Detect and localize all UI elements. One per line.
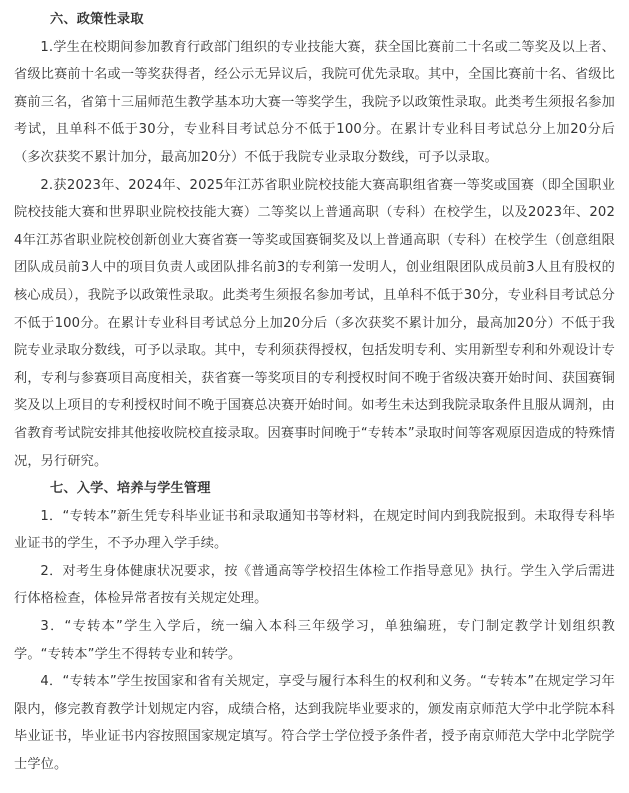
section-heading: 六、政策性录取 (50, 12, 144, 27)
paragraph: 2.获2023年、2024年、2025年江苏省职业院校技能大赛高职组省赛一等奖或国赛（即全国职业院校技能大赛和世界职业院校技能大赛）二等奖以上普通高职（专科）在校学生，以及2023年、2024年江苏省职业院校创新创业大赛省赛一等奖或国赛铜奖及以上普通高职（专科）在校学生（创意组限团队成员前3人中的项目负责人或团队排名前3的专利第一发明人，创业组限团队成员前3人且有股权的核心成员），我院予以政策性录取。此类考生须报名参加考试，且单科不低于30分，专业科目考试总分不低于100分。在累计专业科目考试总分上加20分后（多次获奖不累计加分，最高加20分）不低于我院专业录取分数线，可予以录取。其中，专利须获得授权，包括发明专利、实用新型专利和外观设计专利，专利与参赛项目高度相关，获省赛一等奖项目的专利授权时间不晚于省级决赛开始时间、获国赛铜奖及以上项目的专利授权时间不晚于国赛总决赛开始时间。如考生未达到我院录取条件且服从调剂，由省教育考试院安排其他接收院校直接录取。因赛事时间晚于“专转本”录取时间等客观原因造成的特殊情况，另行研究。 (14, 177, 615, 469)
paragraph: 4．“专转本”学生按国家和省有关规定，享受与履行本科生的权利和义务。“专转本”在规定学习年限内，修完教育教学计划规定内容，成绩合格，达到我院毕业要求的，颁发南京师范大学中北学院本科毕业证书，毕业证书内容按照国家规定填写。符合学士学位授予条件者，授予南京师范大学中北学院学士学位。 (14, 674, 615, 773)
paragraph: 3．“专转本”学生入学后，统一编入本科三年级学习，单独编班，专门制定教学计划组织教学。“专转本”学生不得转专业和转学。 (14, 619, 615, 662)
paragraph: 1.学生在校期间参加教育行政部门组织的专业技能大赛，获全国比赛前二十名或二等奖及以上者、省级比赛前十名或一等奖获得者，经公示无异议后，我院可优先录取。其中，全国比赛前十名、省级比赛前三名，省第十三届师范生教学基本功大赛一等奖学生，我院予以政策性录取。此类考生须报名参加考试，且单科不低于30分，专业科目考试总分不低于100分。在累计专业科目考试总分上加20分后（多次获奖不累计加分，最高加20分）不低于我院专业录取分数线，可予以录取。 (14, 39, 615, 165)
paragraph: 1．“专转本”新生凭专科毕业证书和录取通知书等材料，在规定时间内到我院报到。未取得专科毕业证书的学生，不予办理入学手续。 (14, 508, 615, 552)
paragraph: 2．对考生身体健康状况要求，按《普通高等学校招生体检工作指导意见》执行。学生入学后需进行体格检查，体检异常者按有关规定处理。 (14, 563, 615, 607)
section-policy-admission (14, 6, 615, 475)
section-enrollment-management (14, 475, 615, 779)
section-heading: 七、入学、培养与学生管理 (50, 481, 211, 497)
